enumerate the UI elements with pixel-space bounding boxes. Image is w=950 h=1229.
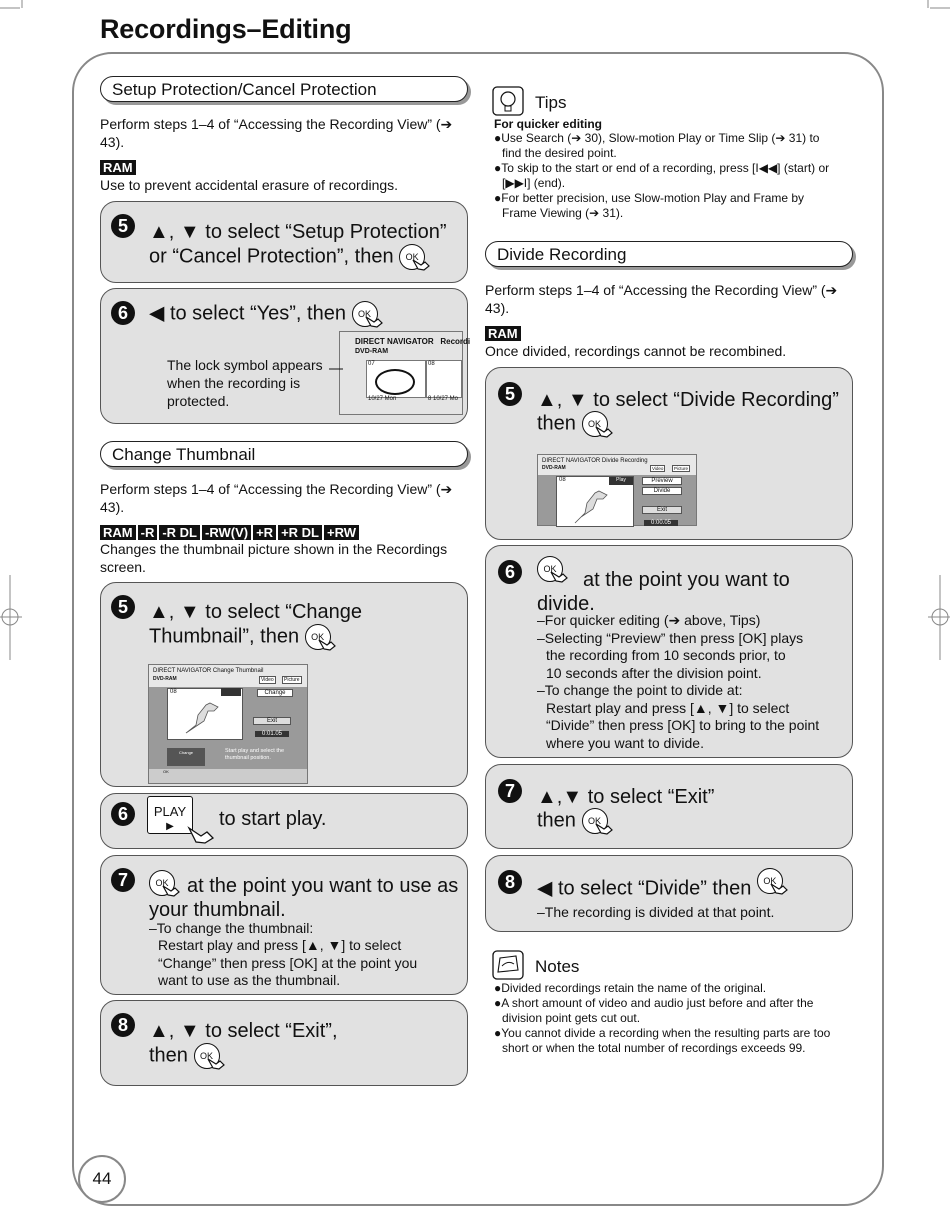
- step-box-divide-8: [485, 855, 853, 932]
- disc-tag: -R: [138, 525, 158, 540]
- video-tab: Video: [261, 677, 274, 683]
- disc-tag: RAM: [100, 525, 136, 540]
- screen-change-thumbnail: [148, 664, 308, 784]
- subline: Restart play and press [▲, ▼] to select: [546, 699, 790, 716]
- step-text: [537, 558, 837, 615]
- disc-tag: +R: [253, 525, 276, 540]
- exit-button[interactable]: Exit: [253, 717, 291, 725]
- disc-tag: RAM: [100, 160, 136, 175]
- change-button[interactable]: Change: [257, 689, 293, 697]
- ok-button-icon: OK: [149, 870, 175, 896]
- step-number: 6: [498, 560, 522, 584]
- step-number: 5: [111, 595, 135, 619]
- subline: –For quicker editing (➔ above, Tips): [537, 612, 761, 628]
- step-text: [149, 874, 459, 922]
- thumb-cell-1: [366, 360, 426, 398]
- rec-number: 08: [170, 689, 177, 695]
- section-heading-protection: Setup Protection/Cancel Protection: [100, 76, 468, 102]
- preview-button[interactable]: Preview: [642, 477, 682, 485]
- step-box-protect-5: [100, 201, 468, 283]
- notes-icon: [492, 950, 524, 980]
- tips-subheading: For quicker editing: [494, 117, 603, 131]
- screen-disc: DVD-RAM: [355, 348, 389, 355]
- step-instruction: then: [537, 412, 576, 435]
- ok-button-icon: OK: [399, 244, 425, 270]
- protection-desc: Use to prevent accidental erasure of recordings.: [100, 177, 399, 193]
- rec-number: 08: [559, 477, 566, 483]
- ram-tag: [100, 159, 138, 177]
- step-text-line2: [537, 808, 608, 834]
- ok-label: OK: [163, 769, 169, 774]
- section-heading-thumbnail: Change Thumbnail: [100, 441, 468, 467]
- step-instruction: ◀ to select “Yes”, then: [149, 302, 346, 325]
- step-number: 5: [111, 214, 135, 238]
- step-text-line2: [149, 1043, 220, 1069]
- step-text: [149, 220, 459, 270]
- exit-button[interactable]: Exit: [642, 506, 682, 514]
- ok-button-icon: OK: [757, 868, 783, 894]
- lock-note: The lock symbol appears when the recording is protected.: [167, 357, 323, 409]
- play-status: Play: [609, 477, 633, 485]
- step-number: 5: [498, 382, 522, 406]
- step-text: [537, 876, 847, 902]
- step-box-divide-7: [485, 764, 853, 849]
- tips-list: [494, 131, 842, 221]
- note-item: ●A short amount of video and audio just before and after the division point gets cut out.: [494, 996, 814, 1025]
- pause-indicator: [221, 688, 241, 696]
- step-subtext: –To change the thumbnail:: [149, 920, 314, 936]
- step-instruction: ▲, ▼ to select “Change Thumbnail”, then: [149, 601, 363, 648]
- disc-tag: -R DL: [159, 525, 200, 540]
- step-box-divide-6: [485, 545, 853, 758]
- step-number: 6: [111, 802, 135, 826]
- video-preview: [556, 476, 634, 527]
- play-label: PLAY: [153, 804, 187, 819]
- divide-intro: Perform steps 1–4 of “Accessing the Recording View” (➔ 43).: [485, 282, 838, 316]
- step-number: 7: [111, 868, 135, 892]
- lock-highlight-icon: [375, 369, 415, 395]
- ok-button-icon: OK: [582, 808, 608, 834]
- cell-date-2: 8 10/27 Mo: [428, 396, 459, 402]
- disc-tag: +RW: [324, 525, 359, 540]
- step-text: ▲, ▼ to select “Exit”,: [149, 1020, 338, 1042]
- step-number: 8: [498, 870, 522, 894]
- protection-intro: Perform steps 1–4 of “Accessing the Recording View” (➔ 43).: [100, 116, 453, 150]
- step-subtext: Restart play and press [▲, ▼] to select “Change” then press [OK] at the point you want to use as the thumbnail.: [158, 937, 418, 988]
- cell-number: 08: [428, 361, 435, 367]
- step-text: [149, 301, 459, 327]
- dinosaur-image: [182, 699, 222, 735]
- disc-tag: +R DL: [278, 525, 322, 540]
- step-text-line2: [537, 411, 608, 437]
- picture-tab: Picture: [674, 466, 689, 471]
- step-subtext: –The recording is divided at that point.: [537, 904, 775, 920]
- picture-tab: Picture: [284, 677, 300, 683]
- ok-button-icon: OK: [194, 1043, 220, 1069]
- screen-disc: DVD-RAM: [542, 465, 566, 471]
- step-instruction: at the point you want to use as your thumbnail.: [149, 875, 459, 921]
- note-item: ●You cannot divide a recording when the resulting parts are too short or when the total number of recordings exceeds 99.: [494, 1026, 831, 1055]
- screen-title: DIRECT NAVIGATOR Recordi: [355, 337, 471, 346]
- thumbnail-intro: Perform steps 1–4 of “Accessing the Recording View” (➔ 43).: [100, 481, 453, 515]
- disc-tag: RAM: [485, 326, 521, 341]
- dinosaur-image: [571, 487, 611, 525]
- notes-list: [494, 981, 834, 1056]
- subline: the recording from 10 seconds prior, to: [546, 647, 786, 663]
- step-number: 8: [111, 1013, 135, 1037]
- tip-item: ●For better precision, use Slow-motion Play and Frame by Frame Viewing (➔ 31).: [494, 191, 805, 220]
- screen-title: DIRECT NAVIGATOR Change Thumbnail: [153, 668, 264, 674]
- subline: “Divide” then press [OK] to bring to the point: [546, 717, 820, 733]
- screen-footer: [149, 769, 307, 783]
- page-number: 44: [78, 1155, 126, 1203]
- cell-number: 07: [368, 361, 375, 367]
- subline: 10 seconds after the division point.: [546, 664, 762, 681]
- step-text: to start play.: [219, 808, 327, 830]
- step-box-thumb-5: [100, 582, 468, 787]
- section-heading-divide: Divide Recording: [485, 241, 853, 267]
- step-box-divide-5: [485, 367, 853, 540]
- thumbnail-desc: Changes the thumbnail picture shown in the Recordings screen.: [100, 541, 448, 575]
- pointer-line: [329, 367, 343, 371]
- hand-press-icon: [187, 824, 215, 844]
- notes-heading: Notes: [535, 957, 580, 976]
- video-tab: Video: [652, 466, 664, 471]
- time-display: 0:00.05: [644, 520, 678, 526]
- note-item: ●Divided recordings retain the name of the original.: [494, 981, 767, 995]
- step-box-thumb-8: [100, 1000, 468, 1086]
- tip-item: ●To skip to the start or end of a recording, press [I◀◀] (start) or [▶▶I] (end).: [494, 161, 830, 190]
- step-box-protect-6: [100, 288, 471, 424]
- step-text: ▲,▼ to select “Exit”: [537, 786, 715, 808]
- step-sublines: [537, 612, 847, 752]
- screen-title: DIRECT NAVIGATOR Divide Recording: [542, 458, 648, 464]
- ok-button-icon: OK: [352, 301, 378, 327]
- step-text: ▲, ▼ to select “Divide Recording”: [537, 389, 839, 411]
- step-box-thumb-7: [100, 855, 468, 995]
- screen-hint: Start play and select the thumbnail position.: [225, 748, 285, 761]
- ram-tag: [485, 325, 523, 343]
- ok-button-icon: OK: [582, 411, 608, 437]
- change-label: Change: [179, 750, 194, 755]
- page-title: Recordings–Editing: [100, 14, 352, 44]
- step-instruction: ◀ to select “Divide” then: [537, 877, 752, 900]
- divide-desc: Once divided, recordings cannot be recombined.: [485, 343, 787, 359]
- time-display: 0:01.05: [255, 731, 289, 737]
- tips-lightbulb-icon: [492, 86, 524, 116]
- step-instruction: ▲, ▼ to select “Setup Protection” or “Cancel Protection”, then: [149, 221, 447, 268]
- ok-button-icon: OK: [305, 624, 331, 650]
- thumb-cell-2: [426, 360, 462, 398]
- step-number: 6: [111, 301, 135, 325]
- play-arrow-icon: ▶: [166, 821, 174, 832]
- screen-disc: DVD-RAM: [153, 676, 177, 682]
- step-number: 7: [498, 779, 522, 803]
- tip-item: ●Use Search (➔ 30), Slow-motion Play or Time Slip (➔ 31) to find the desired point.: [494, 131, 820, 160]
- step-instruction: then: [537, 809, 576, 832]
- step-instruction: then: [149, 1044, 188, 1067]
- tips-heading: Tips: [535, 93, 567, 112]
- step-box-thumb-6: [100, 793, 468, 849]
- divide-button[interactable]: Divide: [642, 487, 682, 495]
- step-instruction: at the point you want to divide.: [537, 569, 790, 615]
- step-text: [149, 600, 389, 650]
- disc-tag: -RW(V): [202, 525, 251, 540]
- subline: where you want to divide.: [546, 734, 704, 751]
- screen-protect: [339, 331, 471, 415]
- change-panel: [167, 748, 205, 766]
- cell-date-1: 10/27 Mon: [368, 396, 397, 402]
- subline: –To change the point to divide at:: [537, 682, 743, 698]
- ok-button-icon: OK: [537, 556, 563, 582]
- subline: –Selecting “Preview” then press [OK] plays: [537, 629, 804, 646]
- screen-divide: [537, 454, 697, 526]
